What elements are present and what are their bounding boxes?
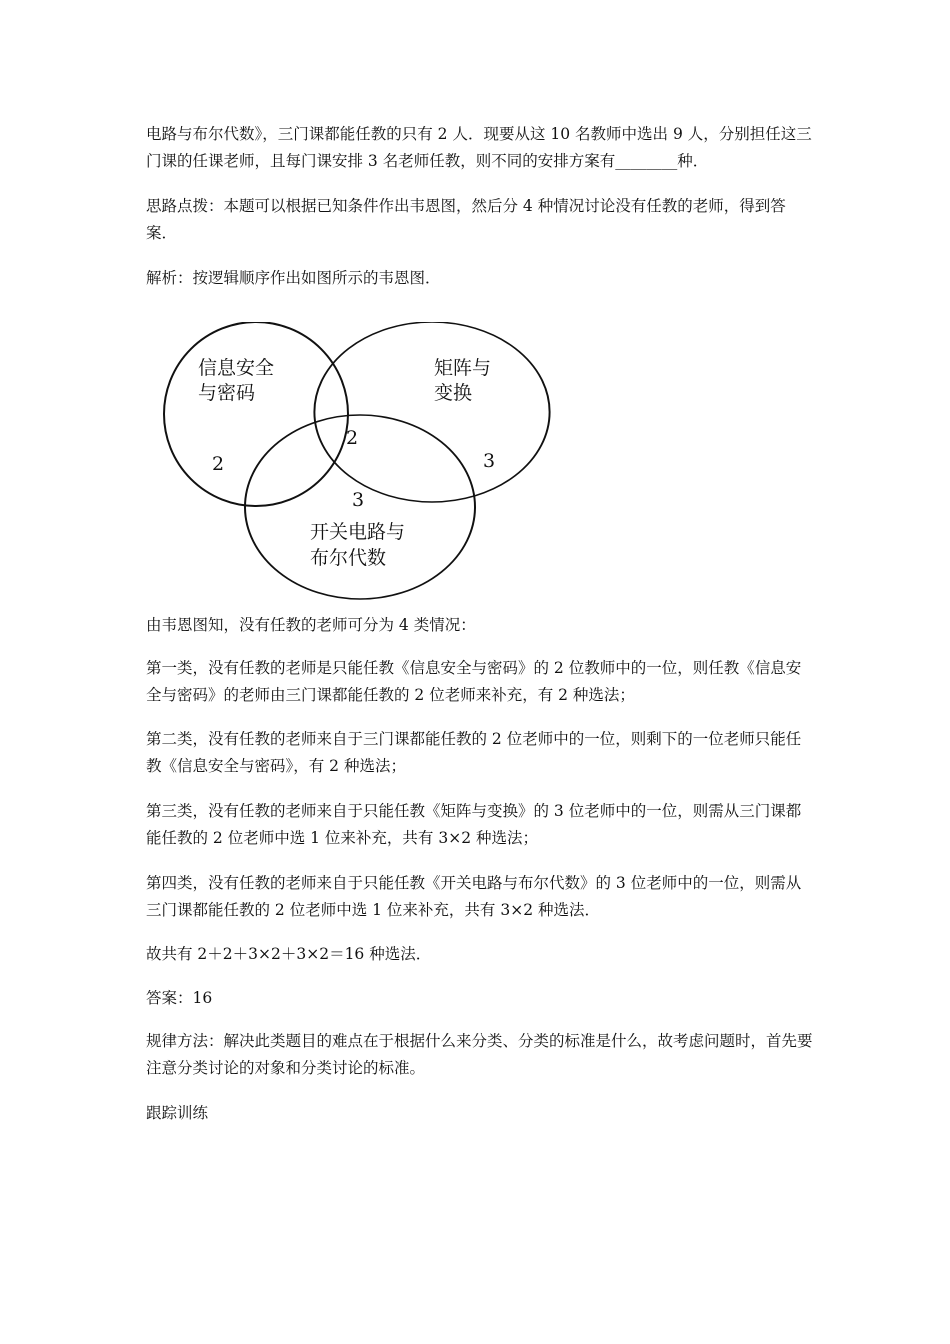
set-c-label-line1: 开关电路与	[310, 521, 406, 543]
analysis-intro: 解析：按逻辑顺序作出如图所示的韦恩图．	[146, 269, 441, 287]
set-a-label-line2: 与密码	[198, 382, 256, 404]
set-b-label-line2: 变换	[434, 382, 473, 404]
hint-paragraph: 思路点拨：本题可以根据已知条件作出韦恩图，然后分 4 种情况讨论没有任教的老师，得到答案．	[146, 197, 786, 242]
category-one: 第一类，没有任教的老师是只能任教《信息安全与密码》的 2 位教师中的一位，则任教《信息安全与密码》的老师由三门课都能任教的 2 位老师来补充，有 2 种选法；	[146, 659, 802, 704]
circle-info-security	[164, 322, 348, 506]
count-a-only: 2	[212, 453, 225, 475]
category-two: 第二类，没有任教的老师来自于三门课都能任教的 2 位老师中的一位，则剩下的一位老师只能任教《信息安全与密码》，有 2 种选法；	[146, 730, 802, 775]
category-three: 第三类，没有任教的老师来自于只能任教《矩阵与变换》的 3 位老师中的一位，则需从三门课都能任教的 2 位老师中选 1 位来补充，共有 3×2 种选法；	[146, 802, 802, 847]
problem-continuation: 电路与布尔代数》，三门课都能任教的只有 2 人．现要从这 10 名教师中选出 9 人，分别担任这三门课的任课老师，且每门课安排 3 名老师任教，则不同的安排方案有________种．	[146, 125, 812, 170]
follow-up-heading: 跟踪训练	[146, 1104, 209, 1122]
count-center: 2	[346, 427, 359, 449]
count-c-only: 3	[352, 489, 365, 511]
count-b-only: 3	[483, 450, 496, 472]
answer-line: 答案：16	[146, 989, 213, 1007]
total-count: 故共有 2＋2＋3×2＋3×2＝16 种选法．	[146, 945, 432, 963]
set-b-label-line1: 矩阵与	[434, 357, 492, 379]
category-summary: 由韦恩图知，没有任教的老师可分为 4 类情况：	[146, 616, 476, 634]
venn-diagram	[150, 322, 560, 602]
circle-matrix	[314, 322, 549, 502]
set-c-label-line2: 布尔代数	[310, 547, 387, 569]
category-four: 第四类，没有任教的老师来自于只能任教《开关电路与布尔代数》的 3 位老师中的一位，则需从三门课都能任教的 2 位老师中选 1 位来补充，共有 3×2 种选法．	[146, 874, 802, 919]
set-a-label-line1: 信息安全	[198, 357, 275, 379]
method-summary: 规律方法：解决此类题目的难点在于根据什么来分类、分类的标准是什么，故考虑问题时，首先要注意分类讨论的对象和分类讨论的标准。	[146, 1032, 813, 1077]
